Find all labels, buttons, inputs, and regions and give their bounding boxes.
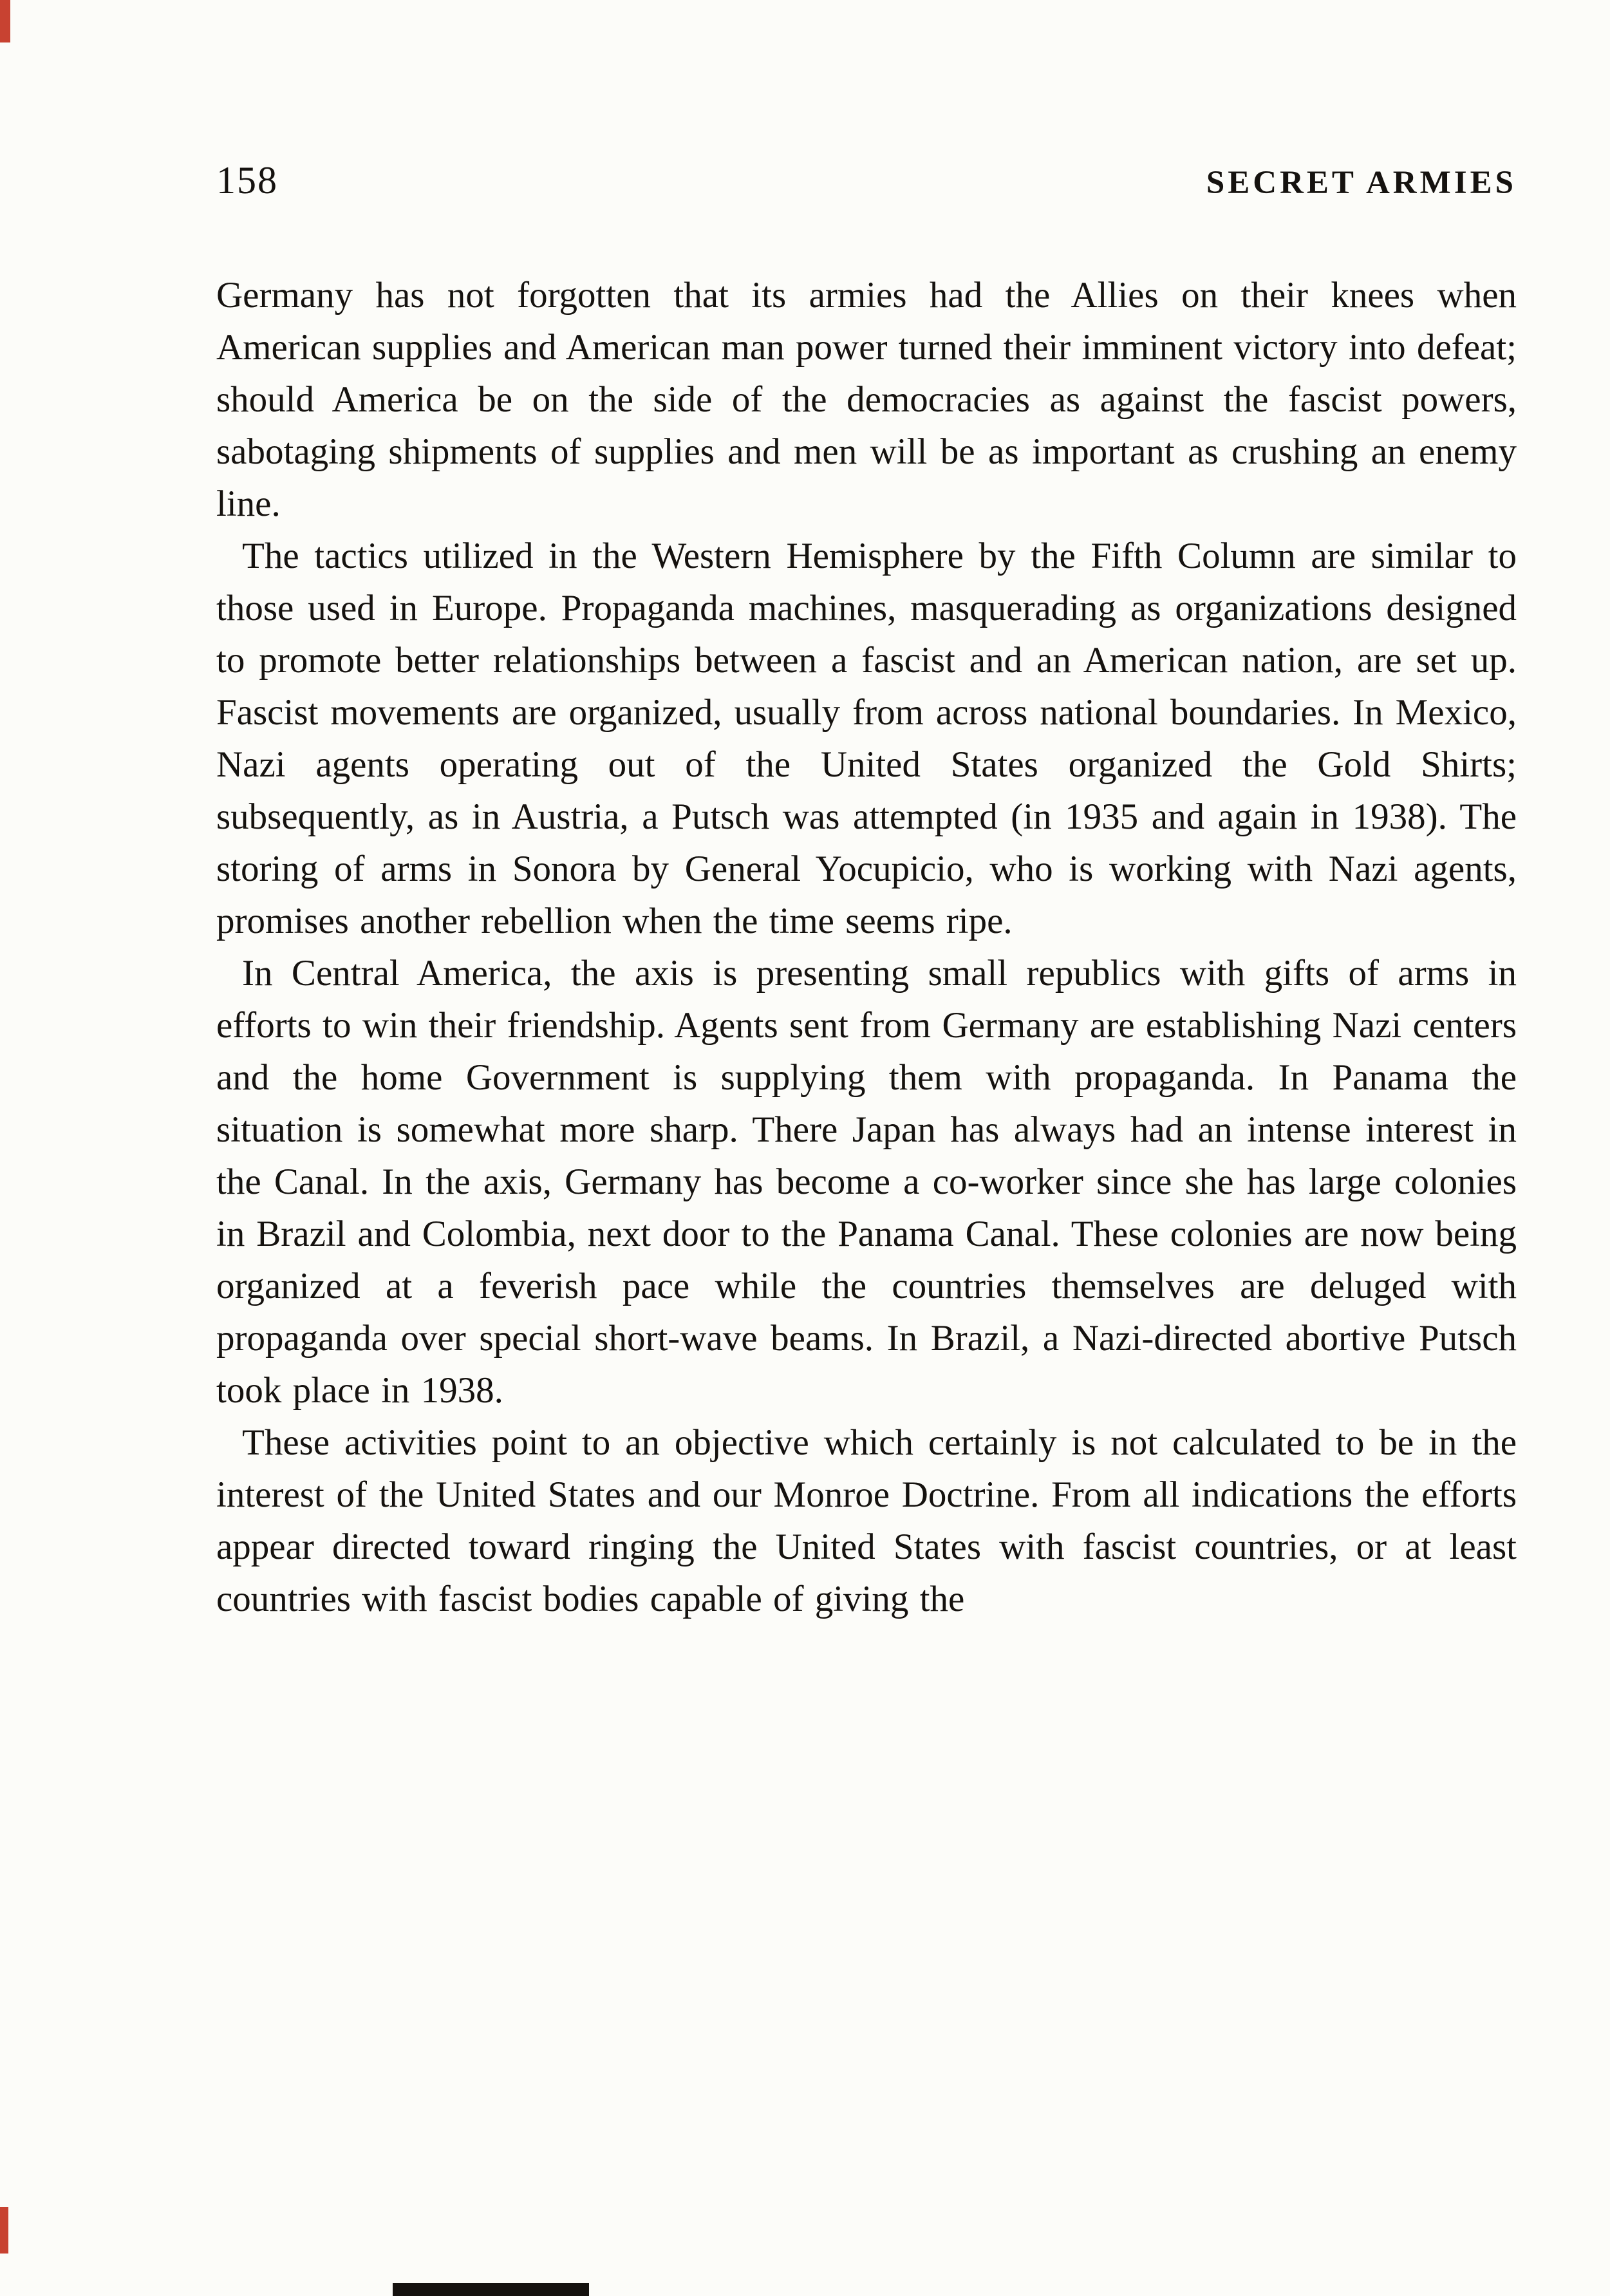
- paragraph: In Central America, the axis is presenting small republics with gifts of arms in efforts to win their friendship. Agents sent from Germany are establishing Nazi centers and the home Government is supplying them with propaganda. In Panama the situation is somewhat more sharp. There Japan has always had an intense interest in the Canal. In the axis, Germany has become a co-worker since she has large colonies in Brazil and Colombia, next door to the Panama Canal. These colonies are now being organized at a feverish pace while the countries themselves are deluged with propaganda over special short-wave beams. In Brazil, a Nazi-directed abortive Putsch took place in 1938.: [216, 953, 1517, 1411]
- scan-artifact-red-top-left: [0, 0, 10, 42]
- page-header: [216, 158, 1517, 203]
- paragraph: These activities point to an objective which certainly is not calculated to be in the interest of the United States and our Monroe Doctrine. From all indications the efforts appear directed toward ringing the United States with fascist countries, or at least countries with fascist bodies capable of giving the: [216, 1422, 1517, 1619]
- page-number: 158: [216, 159, 278, 202]
- running-head: SECRET ARMIES: [1206, 165, 1517, 201]
- paragraph: The tactics utilized in the Western Hemisphere by the Fifth Column are similar to those used in Europe. Propaganda machines, masquerading as organizations designed to promote better relationships between a fascist and an American nation, are set up. Fascist movements are organized, usually from across national boundaries. In Mexico, Nazi agents operating out of the United States organized the Gold Shirts; subsequently, as in Austria, a Putsch was attempted (in 1935 and again in 1938). The storing of arms in Sonora by General Yocupicio, who is working with Nazi agents, promises another rebellion when the time seems ripe.: [216, 536, 1517, 941]
- scan-artifact-red-bottom-left: [0, 2207, 8, 2254]
- paragraph: Germany has not forgotten that its armies had the Allies on their knees when American supplies and American man power turned their imminent victory into defeat; should America be on the side of the democracies as against the fascist powers, sabotaging shipments of supplies and men will be as important as crushing an enemy line.: [216, 275, 1517, 524]
- scan-artifact-black-bottom-edge: [393, 2283, 589, 2296]
- page-body: [216, 269, 1517, 1625]
